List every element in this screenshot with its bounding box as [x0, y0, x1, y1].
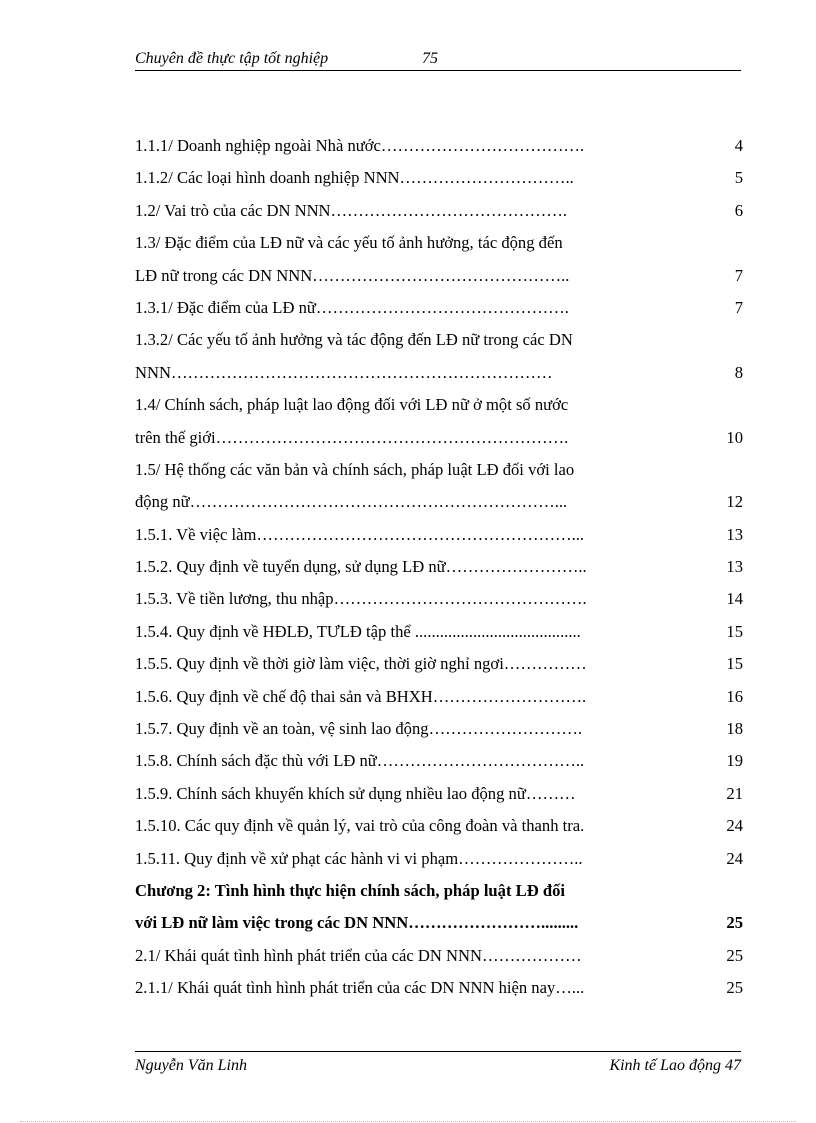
toc-entry: [135, 713, 743, 745]
toc-entry-text: 2.1.1/ Khái quát tình hình phát triển của các DN NNN hiện nay…...: [135, 978, 585, 998]
toc-entry: [135, 551, 743, 583]
toc-entry-text: 1.5.9. Chính sách khuyến khích sử dụng nhiều lao động nữ………: [135, 783, 576, 803]
toc-entry: [135, 260, 743, 292]
toc-entry-page: 24: [726, 816, 743, 836]
toc-entry-text: Chương 2: Tình hình thực hiện chính sách, pháp luật LĐ đối: [135, 880, 565, 900]
toc-entry: [135, 162, 743, 194]
toc-entry: [135, 745, 743, 777]
toc-entry-text: 1.5.11. Quy định về xử phạt các hành vi vi phạm…………………..: [135, 848, 583, 868]
toc-entry-page: 25: [726, 945, 743, 965]
toc-entry-page: 10: [726, 427, 743, 447]
toc-entry-page: 4: [734, 136, 743, 155]
toc-entry-page: 15: [726, 654, 743, 674]
toc-entry-text: với LĐ nữ làm việc trong các DN NNN…………………….........: [135, 913, 579, 933]
toc-entry-page: 8: [734, 362, 743, 382]
toc-entry: [135, 486, 743, 518]
table-of-contents: [135, 130, 743, 1005]
toc-entry-text: 1.5.5. Quy định về thời giờ làm việc, thời giờ nghỉ ngơi……………: [135, 654, 587, 674]
toc-entry: [135, 422, 743, 454]
toc-entry: [135, 778, 743, 810]
page-header: [135, 50, 741, 71]
toc-entry: [135, 195, 743, 227]
toc-entry: [135, 227, 743, 259]
toc-entry: [135, 843, 743, 875]
toc-entry-text: 1.5.1. Về việc làm…………………………………………………...: [135, 524, 585, 544]
toc-entry: [135, 681, 743, 713]
toc-entry-page: 18: [726, 719, 743, 739]
toc-entry-page: 7: [734, 265, 743, 285]
toc-entry: [135, 648, 743, 680]
toc-entry-text: 1.5.4. Quy định về HĐLĐ, TƯLĐ tập thể ........................................: [135, 621, 581, 641]
author-name: Nguyễn Văn Linh: [135, 1057, 247, 1074]
toc-entry-text: 1.2/ Vai trò của các DN NNN…………………………………….: [135, 200, 567, 220]
toc-entry-page: 13: [726, 524, 743, 544]
toc-entry-text: 1.1.1/ Doanh nghiệp ngoài Nhà nước……………………………….: [135, 136, 585, 155]
toc-entry-text: 1.5.2. Quy định về tuyển dụng, sử dụng LĐ nữ……………………..: [135, 557, 587, 577]
toc-entry-page: 21: [726, 783, 743, 803]
toc-entry-text: 1.5.8. Chính sách đặc thù với LĐ nữ………………………………..: [135, 751, 585, 771]
department-name: Kinh tế Lao động 47: [609, 1057, 741, 1074]
toc-entry-page: 13: [726, 557, 743, 577]
toc-entry: [135, 519, 743, 551]
toc-entry-text: NNN……………………………………………………………: [135, 362, 553, 382]
toc-entry-text: trên thế giới……………………………………………………….: [135, 427, 569, 447]
page-footer: [135, 1051, 741, 1078]
toc-entry: [135, 389, 743, 421]
toc-entry-page: 24: [726, 848, 743, 868]
toc-entry-text: 1.4/ Chính sách, pháp luật lao động đối với LĐ nữ ở một số nước: [135, 395, 569, 415]
toc-entry-text: 1.3/ Đặc điểm của LĐ nữ và các yếu tố ảnh hưởng, tác động đến: [135, 233, 563, 253]
toc-entry-page: 7: [734, 297, 743, 317]
toc-entry-text: LĐ nữ trong các DN NNN………………………………………..: [135, 265, 570, 285]
toc-entry-text: 1.1.2/ Các loại hình doanh nghiệp NNN…………………………..: [135, 168, 574, 188]
toc-entry-text: 1.5.7. Quy định về an toàn, vệ sinh lao động……………………….: [135, 719, 583, 739]
toc-entry-page: 12: [726, 492, 743, 512]
toc-entry-text: 1.5.10. Các quy định về quản lý, vai trò của công đoàn và thanh tra.: [135, 816, 585, 836]
toc-entry: [135, 357, 743, 389]
toc-entry: [135, 583, 743, 615]
toc-entry: [135, 292, 743, 324]
page-edge-divider: [20, 1121, 796, 1122]
toc-entry-text: 1.3.1/ Đặc điểm của LĐ nữ……………………………………….: [135, 297, 569, 317]
toc-entry-page: 25: [726, 978, 743, 998]
toc-entry-page: 5: [734, 168, 743, 188]
toc-entry-text: 1.5/ Hệ thống các văn bản và chính sách, pháp luật LĐ đối với lao: [135, 459, 575, 479]
toc-entry-page: 16: [726, 686, 743, 706]
toc-entry: [135, 324, 743, 356]
toc-entry-text: 1.5.3. Về tiền lương, thu nhập……………………………………….: [135, 589, 587, 609]
toc-entry: [135, 810, 743, 842]
toc-entry-page: 19: [726, 751, 743, 771]
toc-entry: [135, 940, 743, 972]
toc-chapter-heading: [135, 875, 743, 907]
toc-chapter-heading: [135, 907, 743, 939]
toc-entry-page: 6: [734, 200, 743, 220]
toc-entry-page: 25: [726, 913, 743, 933]
toc-entry-text: 1.3.2/ Các yếu tố ảnh hưởng và tác động đến LĐ nữ trong các DN: [135, 330, 573, 350]
toc-entry-text: 1.5.6. Quy định về chế độ thai sản và BHXH……………………….: [135, 686, 587, 706]
toc-entry-page: 14: [726, 589, 743, 609]
toc-entry-page: 15: [726, 621, 743, 641]
toc-entry: [135, 616, 743, 648]
document-title: Chuyên đề thực tập tốt nghiệp: [135, 50, 329, 67]
toc-entry: [135, 130, 743, 162]
toc-entry: [135, 454, 743, 486]
page-number: 75: [422, 50, 438, 67]
toc-entry-text: động nữ…………………………………………………………...: [135, 492, 568, 512]
toc-entry: [135, 972, 743, 1004]
toc-entry-text: 2.1/ Khái quát tình hình phát triển của các DN NNN………………: [135, 945, 582, 965]
